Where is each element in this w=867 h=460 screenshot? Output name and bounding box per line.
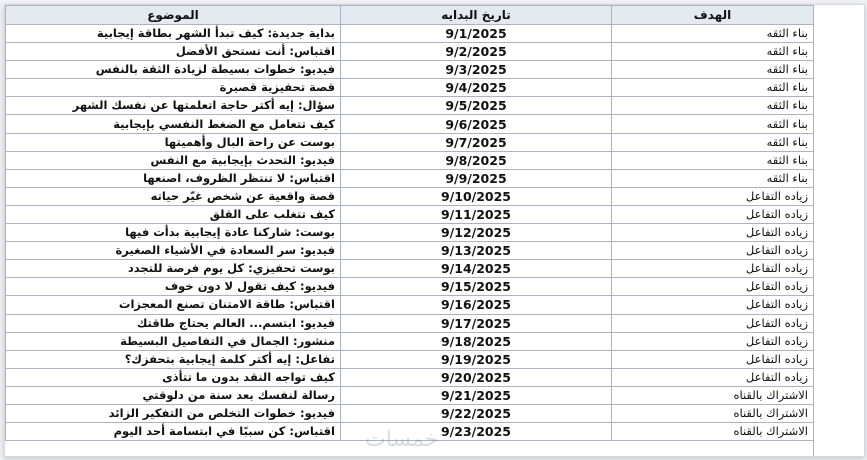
table-row <box>6 151 814 169</box>
goal-cell[interactable]: زياده التفاعل <box>612 314 814 332</box>
goal-cell[interactable]: بناء الثقه <box>612 151 814 169</box>
start-date-cell[interactable]: 9/2/2025 <box>341 43 612 61</box>
table-row <box>6 368 814 386</box>
topic-cell[interactable]: اقتباس: لا تنتظر الظروف، اصنعها <box>6 169 341 187</box>
topic-cell[interactable]: فيديو: التحدث بإيجابية مع النفس <box>6 151 341 169</box>
table-row <box>6 242 814 260</box>
goal-cell[interactable]: بناء الثقه <box>612 25 814 43</box>
column-header-goal[interactable]: الهدف <box>612 6 814 25</box>
table-row <box>6 423 814 441</box>
topic-cell[interactable]: قصة واقعية عن شخص غيّر حياته <box>6 187 341 205</box>
goal-cell[interactable]: زياده التفاعل <box>612 296 814 314</box>
topic-cell[interactable]: كيف تواجه النقد بدون ما تتأذى <box>6 368 341 386</box>
topic-cell[interactable]: قصة تحفيزية قصيرة <box>6 79 341 97</box>
goal-cell[interactable]: زياده التفاعل <box>612 242 814 260</box>
topic-cell[interactable]: بوست تحفيزي: كل يوم فرصة للتجدد <box>6 260 341 278</box>
goal-cell[interactable]: زياده التفاعل <box>612 368 814 386</box>
goal-cell[interactable]: زياده التفاعل <box>612 205 814 223</box>
table-row <box>6 260 814 278</box>
start-date-cell[interactable]: 9/5/2025 <box>341 97 612 115</box>
start-date-cell[interactable]: 9/14/2025 <box>341 260 612 278</box>
start-date-cell[interactable]: 9/3/2025 <box>341 61 612 79</box>
spreadsheet-view <box>4 4 865 457</box>
start-date-cell[interactable]: 9/20/2025 <box>341 368 612 386</box>
goal-cell[interactable]: بناء الثقه <box>612 169 814 187</box>
header-row <box>6 6 814 25</box>
watermark-logo: خمسات <box>365 427 439 452</box>
topic-cell[interactable]: رسالة لنفسك بعد سنة من دلوقتي <box>6 386 341 404</box>
topic-cell[interactable]: اقتباس: كن سببًا في ابتسامة أحد اليوم <box>6 423 341 441</box>
topic-cell[interactable]: بداية جديدة: كيف تبدأ الشهر بطاقة إيجابية <box>6 25 341 43</box>
start-date-cell[interactable]: 9/16/2025 <box>341 296 612 314</box>
start-date-cell[interactable]: 9/12/2025 <box>341 224 612 242</box>
topic-cell[interactable]: اقتباس: طاقة الامتنان تصنع المعجزات <box>6 296 341 314</box>
start-date-cell[interactable]: 9/1/2025 <box>341 25 612 43</box>
start-date-cell[interactable]: 9/9/2025 <box>341 169 612 187</box>
content-plan-table <box>5 5 814 441</box>
topic-cell[interactable]: فيديو: سر السعادة في الأشياء الصغيرة <box>6 242 341 260</box>
table-row <box>6 224 814 242</box>
goal-cell[interactable]: زياده التفاعل <box>612 187 814 205</box>
start-date-cell[interactable]: 9/18/2025 <box>341 332 612 350</box>
goal-cell[interactable]: الاشتراك بالقناه <box>612 386 814 404</box>
topic-cell[interactable]: فيديو: ابتسم... العالم يحتاج طاقتك <box>6 314 341 332</box>
table-row <box>6 169 814 187</box>
goal-cell[interactable]: الاشتراك بالقناه <box>612 423 814 441</box>
start-date-cell[interactable]: 9/4/2025 <box>341 79 612 97</box>
goal-cell[interactable]: زياده التفاعل <box>612 350 814 368</box>
topic-cell[interactable]: منشور: الجمال في التفاصيل البسيطة <box>6 332 341 350</box>
goal-cell[interactable]: بناء الثقه <box>612 115 814 133</box>
start-date-cell[interactable]: 9/6/2025 <box>341 115 612 133</box>
start-date-cell[interactable]: 9/15/2025 <box>341 278 612 296</box>
topic-cell[interactable]: فيديو: كيف تقول لا دون خوف <box>6 278 341 296</box>
goal-cell[interactable]: زياده التفاعل <box>612 332 814 350</box>
table-row <box>6 332 814 350</box>
topic-cell[interactable]: فيديو: خطوات التخلص من التفكير الزائد <box>6 404 341 422</box>
table-row <box>6 97 814 115</box>
table-row <box>6 314 814 332</box>
start-date-cell[interactable]: 9/7/2025 <box>341 133 612 151</box>
start-date-cell[interactable]: 9/23/2025 <box>341 423 612 441</box>
topic-cell[interactable]: اقتباس: أنت تستحق الأفضل <box>6 43 341 61</box>
start-date-cell[interactable]: 9/8/2025 <box>341 151 612 169</box>
table-row <box>6 187 814 205</box>
topic-cell[interactable]: سؤال: إيه أكتر حاجة اتعلمتها عن نفسك الشهر <box>6 97 341 115</box>
topic-cell[interactable]: فيديو: خطوات بسيطة لزيادة الثقة بالنفس <box>6 61 341 79</box>
table-row <box>6 61 814 79</box>
start-date-cell[interactable]: 9/22/2025 <box>341 404 612 422</box>
goal-cell[interactable]: زياده التفاعل <box>612 278 814 296</box>
table-row <box>6 25 814 43</box>
column-header-start-date[interactable]: تاريخ البدايه <box>341 6 612 25</box>
goal-cell[interactable]: بناء الثقه <box>612 61 814 79</box>
start-date-cell[interactable]: 9/19/2025 <box>341 350 612 368</box>
topic-cell[interactable]: بوست عن راحة البال وأهميتها <box>6 133 341 151</box>
table-row <box>6 115 814 133</box>
goal-cell[interactable]: بناء الثقه <box>612 43 814 61</box>
empty-column-area[interactable] <box>813 5 865 456</box>
topic-cell[interactable]: بوست: شاركنا عادة إيجابية بدأت فيها <box>6 224 341 242</box>
table-row <box>6 296 814 314</box>
start-date-cell[interactable]: 9/13/2025 <box>341 242 612 260</box>
topic-cell[interactable]: كيف تتغلب على القلق <box>6 205 341 223</box>
start-date-cell[interactable]: 9/17/2025 <box>341 314 612 332</box>
table-row <box>6 79 814 97</box>
table-row <box>6 404 814 422</box>
table-row <box>6 278 814 296</box>
start-date-cell[interactable]: 9/10/2025 <box>341 187 612 205</box>
table-row <box>6 350 814 368</box>
topic-cell[interactable]: تفاعل: إيه أكتر كلمة إيجابية بتحفزك؟ <box>6 350 341 368</box>
start-date-cell[interactable]: 9/21/2025 <box>341 386 612 404</box>
column-header-topic[interactable]: الموضوع <box>6 6 341 25</box>
goal-cell[interactable]: بناء الثقه <box>612 97 814 115</box>
table-row <box>6 43 814 61</box>
goal-cell[interactable]: بناء الثقه <box>612 79 814 97</box>
table-row <box>6 205 814 223</box>
goal-cell[interactable]: بناء الثقه <box>612 133 814 151</box>
goal-cell[interactable]: زياده التفاعل <box>612 224 814 242</box>
start-date-cell[interactable]: 9/11/2025 <box>341 205 612 223</box>
table-row <box>6 386 814 404</box>
goal-cell[interactable]: الاشتراك بالقناه <box>612 404 814 422</box>
goal-cell[interactable]: زياده التفاعل <box>612 260 814 278</box>
topic-cell[interactable]: كيف تتعامل مع الضغط النفسي بإيجابية <box>6 115 341 133</box>
table-row <box>6 133 814 151</box>
